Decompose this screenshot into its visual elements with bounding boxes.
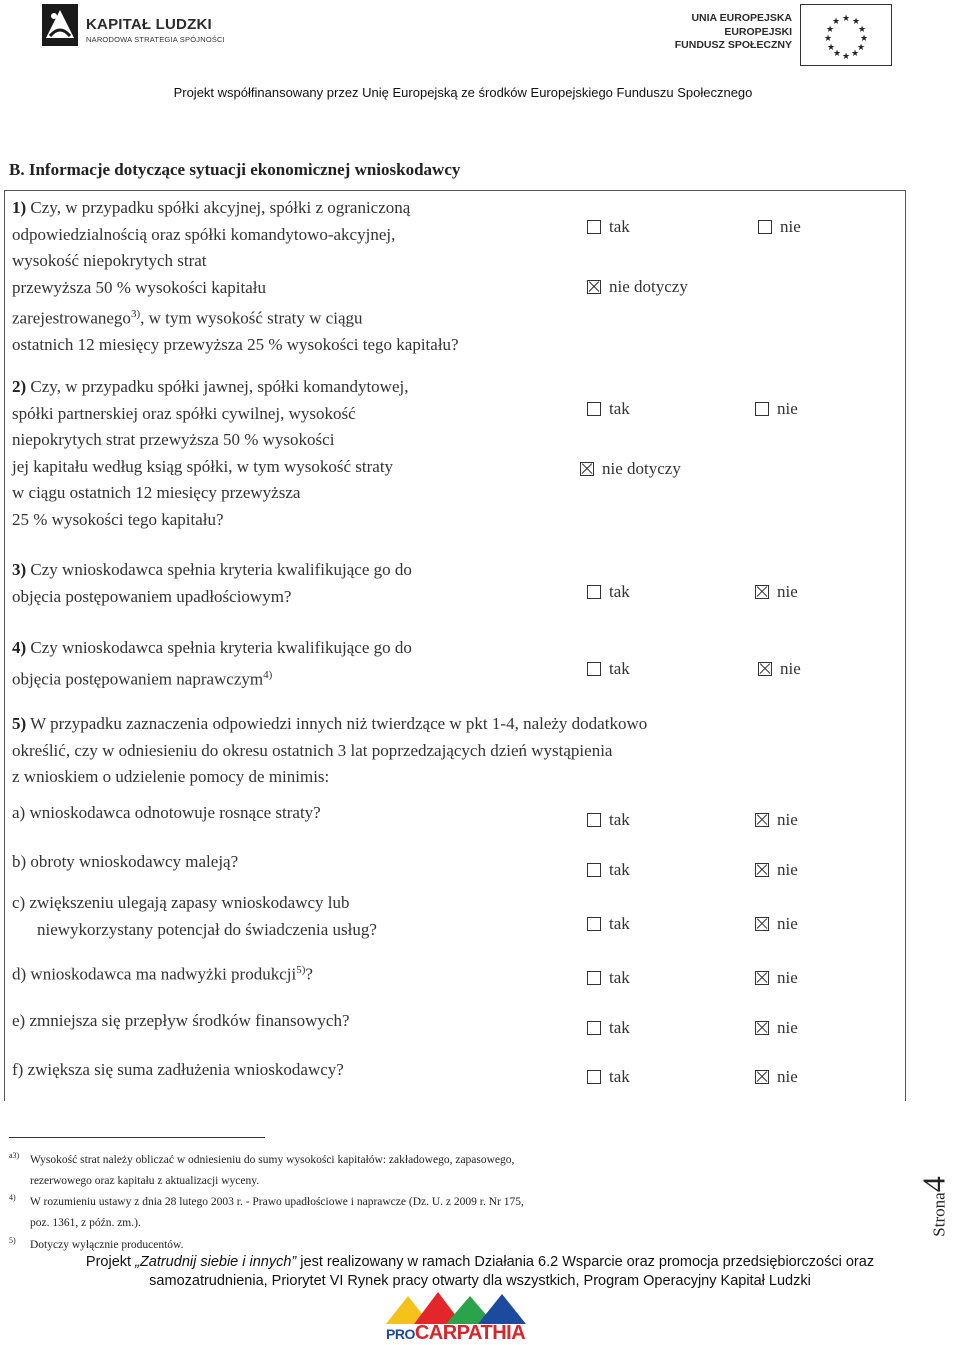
checkbox-icon[interactable] bbox=[587, 1021, 601, 1035]
checkbox-icon[interactable] bbox=[587, 220, 601, 234]
q3-option-tak[interactable]: tak bbox=[587, 582, 630, 602]
mountains-icon bbox=[386, 1290, 546, 1324]
q5e-option-tak[interactable]: tak bbox=[587, 1018, 630, 1038]
checkbox-icon[interactable] bbox=[587, 813, 601, 827]
question-3: 3) Czy wnioskodawca spełnia kryteria kwalifikujące go do objęcia postępowaniem upadłościowym? bbox=[12, 560, 412, 606]
svg-text:★: ★ bbox=[850, 48, 860, 58]
checked-checkbox-icon[interactable] bbox=[755, 1021, 769, 1035]
svg-text:★: ★ bbox=[841, 51, 851, 61]
kapital-ludzki-emblem-icon bbox=[40, 2, 80, 48]
svg-text:★: ★ bbox=[831, 16, 841, 26]
eu-line-2: EUROPEJSKI bbox=[724, 25, 792, 38]
checkbox-icon[interactable] bbox=[587, 971, 601, 985]
checked-checkbox-icon[interactable] bbox=[580, 462, 594, 476]
checkbox-icon[interactable] bbox=[587, 1070, 601, 1084]
checkbox-icon[interactable] bbox=[755, 402, 769, 416]
q4-option-tak[interactable]: tak bbox=[587, 659, 630, 679]
checked-checkbox-icon[interactable] bbox=[755, 917, 769, 931]
kapital-ludzki-title: KAPITAŁ LUDZKI bbox=[86, 16, 212, 33]
checked-checkbox-icon[interactable] bbox=[755, 1070, 769, 1084]
question-5a: a) wnioskodawca odnotowuje rosnące straty? bbox=[12, 803, 321, 822]
checkbox-icon[interactable] bbox=[587, 917, 601, 931]
svg-text:★: ★ bbox=[825, 24, 835, 34]
section-title: B. Informacje dotyczące sytuacji ekonomicznej wnioskodawcy bbox=[9, 160, 461, 179]
q5b-option-tak[interactable]: tak bbox=[587, 860, 630, 880]
q5f-option-nie[interactable]: nie bbox=[755, 1067, 798, 1087]
page-number bbox=[915, 1160, 960, 1250]
question-2: 2) Czy, w przypadku spółki jawnej, spółki komandytowej, spółki partnerskiej oraz spółki cywilnej, wysokość niepokrytych strat przewyższa 50 % wysokości jej kapitału według ksiąg spółki, w tym wysokość straty w ciągu ostatnich 12 miesięcy przewyższa 25 % wysokości tego kapitału? bbox=[12, 377, 409, 529]
q5a-option-nie[interactable]: nie bbox=[755, 810, 798, 830]
svg-text:★: ★ bbox=[823, 33, 833, 43]
q5b-option-nie[interactable]: nie bbox=[755, 860, 798, 880]
eu-line-1: UNIA EUROPEJSKA bbox=[691, 12, 792, 24]
project-line-2: samozatrudnienia, Priorytet VI Rynek pracy otwarty dla wszystkich, Program Operacyjny Kapitał Ludzki bbox=[149, 1273, 811, 1289]
q5d-option-tak[interactable]: tak bbox=[587, 968, 630, 988]
question-5f: f) zwiększa się suma zadłużenia wnioskodawcy? bbox=[12, 1060, 344, 1079]
procarpathia-logo: PROCARPATHIA bbox=[386, 1290, 546, 1342]
q1-option-nie[interactable]: nie bbox=[758, 217, 801, 237]
svg-text:★: ★ bbox=[841, 13, 851, 23]
q3-option-nie[interactable]: nie bbox=[755, 582, 798, 602]
checked-checkbox-icon[interactable] bbox=[587, 280, 601, 294]
q5c-option-nie[interactable]: nie bbox=[755, 914, 798, 934]
cofinancing-note: Projekt współfinansowany przez Unię Europejską ze środków Europejskiego Funduszu Społecznego bbox=[173, 85, 753, 100]
question-5e: e) zmniejsza się przepływ środków finansowych? bbox=[12, 1011, 350, 1030]
q5d-option-nie[interactable]: nie bbox=[755, 968, 798, 988]
checked-checkbox-icon[interactable] bbox=[755, 971, 769, 985]
project-line-1: Projekt „Zatrudnij siebie i innych” jest realizowany w ramach Działania 6.2 Wsparcie oraz promocja przedsiębiorczości oraz bbox=[85, 1254, 875, 1270]
question-5c: c) zwiększeniu ulegają zapasy wnioskodawcy lub niewykorzystany potencjał do świadczenia usług? bbox=[12, 893, 377, 939]
checkbox-icon[interactable] bbox=[587, 585, 601, 599]
svg-text:★: ★ bbox=[859, 33, 869, 43]
eu-line-3: FUNDUSZ SPOŁECZNY bbox=[674, 39, 792, 51]
page-label: Strona bbox=[929, 1192, 949, 1237]
q5e-option-nie[interactable]: nie bbox=[755, 1018, 798, 1038]
question-1: 1) Czy, w przypadku spółki akcyjnej, spółki z ograniczoną odpowiedzialnością oraz spółki komandytowo-akcyjnej, wysokość niepokrytych strat przewyższa 50 % wysokości kapitału zarejestrowanego$^{3)}$, w tym wysokość straty w ciągu ostatnich 12 miesięcy przewyższa 25 % wysokości tego kapitału? bbox=[12, 198, 459, 355]
question-5: 5) W przypadku zaznaczenia odpowiedzi innych niż twierdzące w pkt 1-4, należy dodatkowo określić, czy w odniesieniu do okresu ostatnich 3 lat poprzedzających dzień wystąpienia z wnioskiem o udzielenie pomocy de minimis: bbox=[12, 714, 648, 786]
checked-checkbox-icon[interactable] bbox=[755, 585, 769, 599]
question-5d: d) wnioskodawca ma nadwyżki produkcji$^{5)}$? bbox=[12, 964, 313, 984]
checked-checkbox-icon[interactable] bbox=[755, 813, 769, 827]
q2-option-nie[interactable]: nie bbox=[755, 399, 798, 419]
question-4: 4) Czy wnioskodawca spełnia kryteria kwalifikujące go do objęcia postępowaniem naprawczym$^{4)}$ bbox=[12, 638, 412, 689]
footnote-separator bbox=[9, 1137, 265, 1138]
q4-option-nie[interactable]: nie bbox=[758, 659, 801, 679]
kapital-ludzki-logo bbox=[40, 2, 225, 66]
svg-text:★: ★ bbox=[851, 16, 861, 26]
svg-text:★: ★ bbox=[857, 24, 867, 34]
q2-option-nie-dotyczy[interactable]: nie dotyczy bbox=[580, 459, 681, 479]
checked-checkbox-icon[interactable] bbox=[755, 863, 769, 877]
svg-text:★: ★ bbox=[856, 42, 866, 52]
question-5b: b) obroty wnioskodawcy maleją? bbox=[12, 852, 239, 871]
checkbox-icon[interactable] bbox=[587, 662, 601, 676]
checkbox-icon[interactable] bbox=[587, 402, 601, 416]
checkbox-icon[interactable] bbox=[758, 220, 772, 234]
q1-option-nie-dotyczy[interactable]: nie dotyczy bbox=[587, 277, 688, 297]
q5a-option-tak[interactable]: tak bbox=[587, 810, 630, 830]
checked-checkbox-icon[interactable] bbox=[758, 662, 772, 676]
svg-text:★: ★ bbox=[826, 42, 836, 52]
eu-flag-icon bbox=[800, 4, 892, 66]
q1-option-tak[interactable]: tak bbox=[587, 217, 630, 237]
q2-option-tak[interactable]: tak bbox=[587, 399, 630, 419]
page-number-value: 4 bbox=[915, 1176, 952, 1193]
eu-text-block bbox=[640, 12, 792, 53]
q5c-option-tak[interactable]: tak bbox=[587, 914, 630, 934]
checkbox-icon[interactable] bbox=[587, 863, 601, 877]
svg-text:★: ★ bbox=[832, 48, 842, 58]
q5f-option-tak[interactable]: tak bbox=[587, 1067, 630, 1087]
kapital-ludzki-subtitle: NARODOWA STRATEGIA SPÓJNOŚCI bbox=[86, 35, 225, 44]
